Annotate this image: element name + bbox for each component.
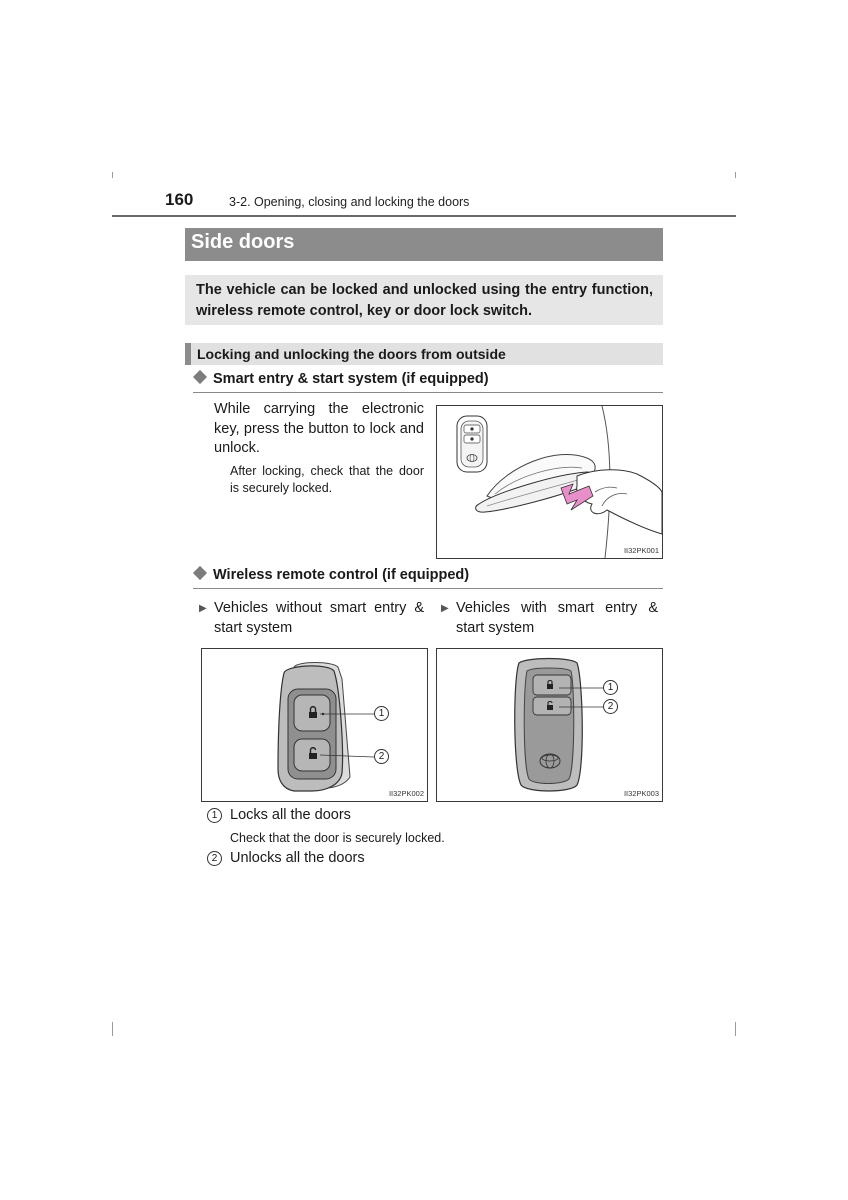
wireless-heading-text: Wireless remote control (if equipped) (213, 567, 470, 583)
chapter-section-title: 3-2. Opening, closing and locking the doors (229, 195, 470, 209)
diamond-bullet-icon (193, 566, 207, 580)
triangle-bullet-icon: ▶ (441, 603, 449, 614)
legend-number-2: 2 (207, 851, 222, 866)
figure-id-folding-key: II32PK002 (388, 789, 424, 798)
figure-folding-key (201, 648, 428, 802)
option-without-text: Vehicles without smart entry & start system (214, 600, 424, 636)
legend-number-1: 1 (207, 808, 222, 823)
crop-mark-bottom-right (735, 1022, 736, 1036)
option-without-smart-entry (199, 598, 424, 638)
smart-entry-text: While carrying the electronic key, press the button to lock and unlock. (214, 401, 424, 456)
figure-smart-key (436, 648, 663, 802)
legend-item-1-note: Check that the door is securely locked. (230, 831, 445, 845)
figure-id-smart-key: II32PK003 (623, 789, 659, 798)
smart-entry-heading (193, 371, 489, 387)
wireless-heading (193, 567, 469, 583)
subsection-title: Locking and unlocking the doors from outside (197, 346, 506, 362)
subsection-bar (185, 343, 663, 365)
figure-id-door-handle: II32PK001 (623, 546, 659, 555)
smart-key-illustration (437, 649, 662, 801)
callout-2: 2 (374, 749, 389, 764)
legend-item-1: Locks all the doors (230, 807, 351, 823)
page-title-bar (185, 228, 663, 261)
intro-box: The vehicle can be locked and unlocked using the entry function, wireless remote control, key or door lock switch. (185, 275, 663, 325)
header-rule (112, 215, 736, 217)
crop-mark-top-right (735, 172, 736, 178)
callout-2: 2 (603, 699, 618, 714)
smart-entry-rule (193, 392, 663, 393)
callout-1: 1 (374, 706, 389, 721)
option-with-smart-entry (441, 598, 658, 638)
smart-entry-heading-text: Smart entry & start system (if equipped) (213, 371, 489, 387)
crop-mark-top-left (112, 172, 113, 178)
figure-door-handle (436, 405, 663, 559)
page-title: Side doors (191, 231, 295, 253)
page-number: 160 (165, 190, 194, 209)
crop-mark-bottom-left (112, 1022, 113, 1036)
legend-item-2: Unlocks all the doors (230, 850, 365, 866)
option-with-text: Vehicles with smart entry & start system (456, 600, 658, 636)
door-handle-illustration (437, 406, 662, 558)
wireless-rule (193, 588, 663, 589)
callout-1: 1 (603, 680, 618, 695)
smart-entry-note: After locking, check that the door is securely locked. (230, 464, 424, 495)
diamond-bullet-icon (193, 370, 207, 384)
triangle-bullet-icon: ▶ (199, 603, 207, 614)
folding-key-illustration (202, 649, 427, 801)
